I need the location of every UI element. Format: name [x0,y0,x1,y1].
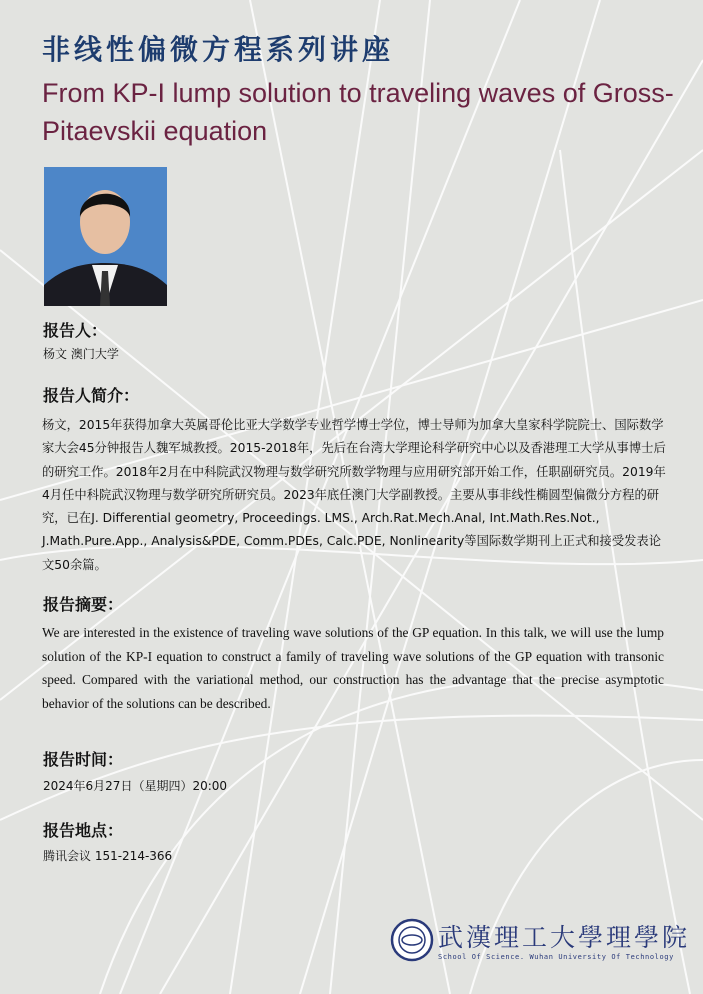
place-heading: 报告地点： [43,821,124,840]
bio-heading: 报告人简介： [43,386,140,405]
logo-english: School Of Science. Wuhan University Of Technology [438,953,674,961]
abstract-text: We are interested in the existence of traveling wave solutions of the GP equation. In this talk, we will use the lump solution of the KP-I equation to construct a family of traveling wave solutions of the GP equation with transonic speed. Compared with the variational method, our construction has the advantage that the precise asymptotic behavior of the solutions can be described. [42,625,664,711]
logo-chinese: 武漢理工大學理學院 [438,923,691,952]
speaker-heading: 报告人： [43,321,108,340]
speaker-photo [44,167,167,306]
time-heading: 报告时间： [43,750,124,769]
abstract-heading: 报告摘要： [43,595,124,614]
place-value: 腾讯会议 151-214-366 [43,849,173,863]
school-emblem-icon [390,918,434,962]
school-logo [390,918,690,966]
time-value: 2024年6月27日（星期四）20:00 [43,779,228,793]
talk-title: From KP-I lump solution to traveling waves of Gross-Pitaevskii equation [42,78,674,146]
series-title: 非线性偏微方程系列讲座 [42,33,395,66]
speaker-name: 杨文 澳门大学 [43,347,119,361]
bio-text: 杨文，2015年获得加拿大英属哥伦比亚大学数学专业哲学博士学位，博士导师为加拿大皇家科学院院士、国际数学家大会45分钟报告人魏军城教授。2015-2018年，先后在台湾大学理论科学研究中心以及香港理工大学从事博士后的研究工作。2018年2月在中科院武汉物理与数学研究所数学物理与应用研究部开始工作，任职副研究员。2019年4月任中科院武汉物理与数学研究所研究员。2023年底任澳门大学副教授。主要从事非线性椭圆型偏微分方程的研究，已在J. Differential geometry, Proceedings. LMS., Arch.Rat.Mech.Anal, Int.Math.Res.Not., J.Math.Pure.App., Analysis&PDE, Comm.PDEs, Calc.PDE, Nonlinearity等国际数学期刊上正式和接受发表论文50余篇。 [42,418,666,572]
